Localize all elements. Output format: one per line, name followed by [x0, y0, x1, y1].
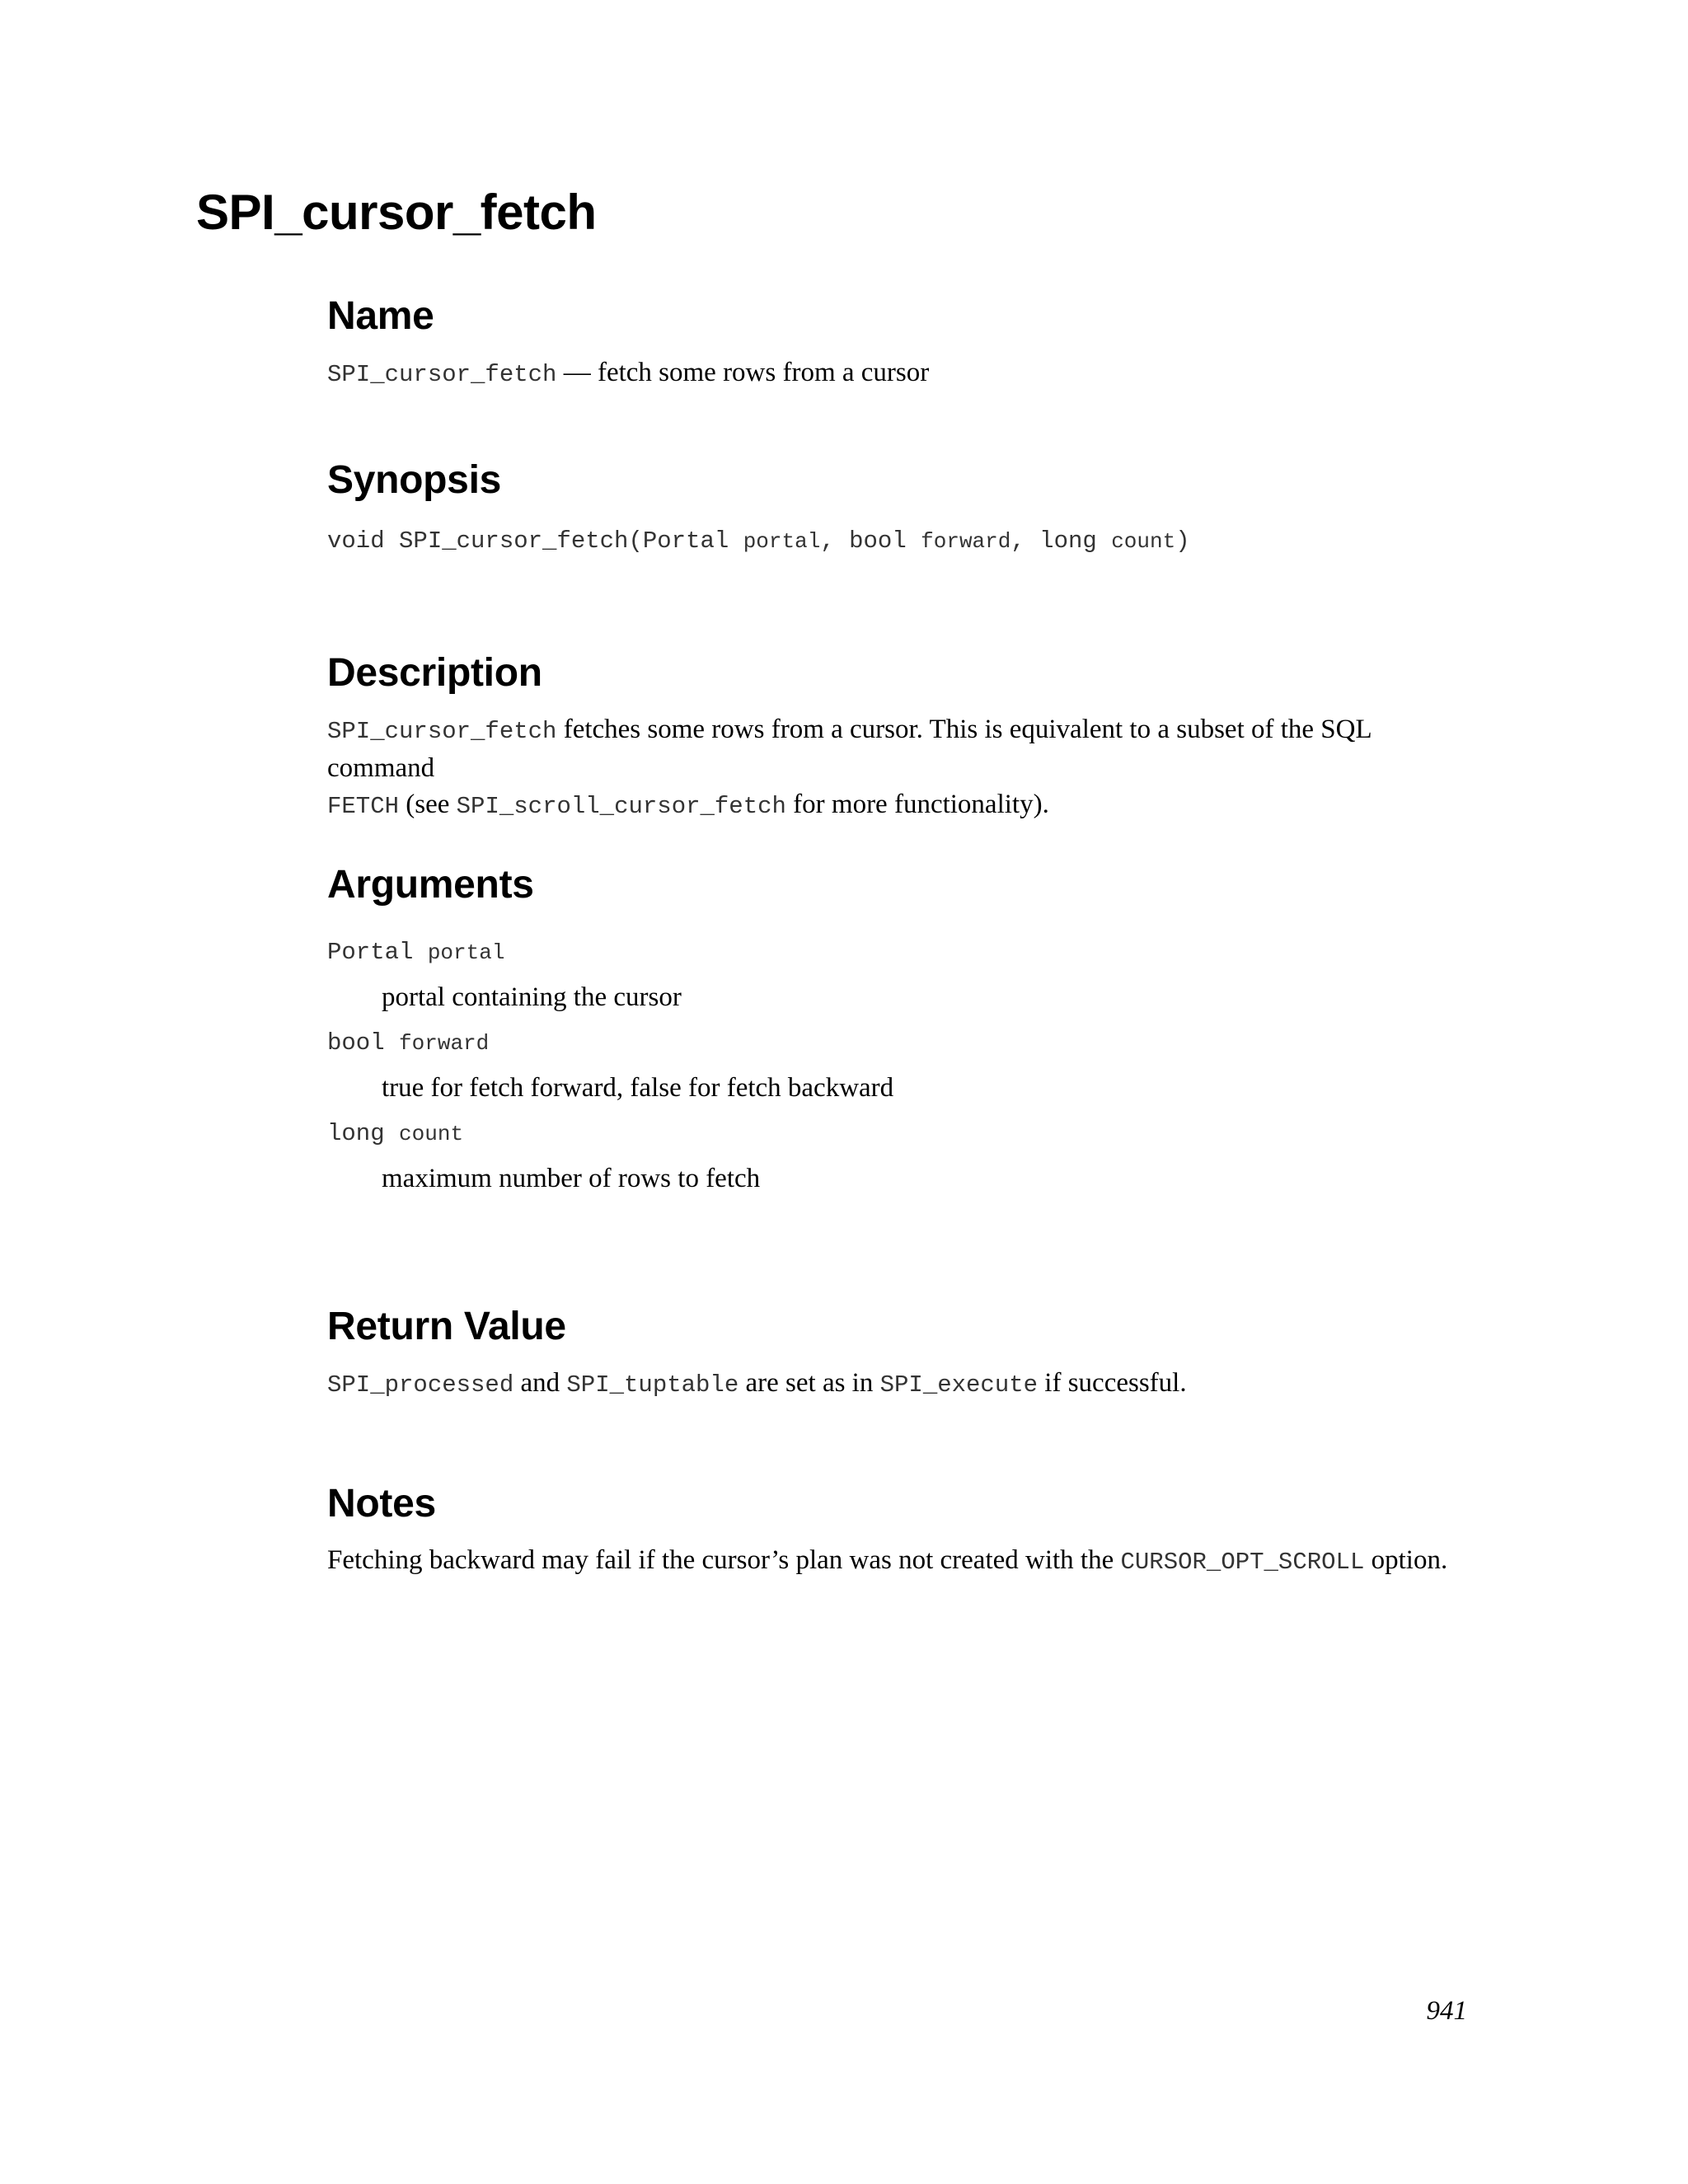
description-cmd: FETCH: [327, 793, 400, 820]
arg-desc-portal: portal containing the cursor: [382, 982, 682, 1012]
notes-text: [327, 1542, 1481, 1581]
notes-heading: Notes: [327, 1482, 436, 1526]
arg-type: bool: [327, 1029, 385, 1057]
return-heading: Return Value: [327, 1305, 566, 1348]
notes-opt: CURSOR_OPT_SCROLL: [1120, 1549, 1365, 1576]
return-text: [327, 1365, 1481, 1404]
notes-section: [327, 1478, 1481, 1581]
synopsis-code: [327, 525, 1481, 558]
synopsis-param-portal: portal: [743, 529, 821, 554]
return-t1: and: [513, 1368, 567, 1398]
arg-desc-forward: true for fetch forward, false for fetch backward: [382, 1073, 894, 1103]
description-func: SPI_cursor_fetch: [327, 718, 557, 745]
synopsis-prefix: void SPI_cursor_fetch(Portal: [327, 527, 743, 555]
synopsis-heading: Synopsis: [327, 458, 501, 502]
description-heading: Description: [327, 651, 542, 695]
notes-text-1: Fetching backward may fail if the cursor’s plan was not created with the: [327, 1545, 1121, 1575]
arg-param: count: [399, 1122, 464, 1146]
arg-term-count: [327, 1118, 1481, 1151]
name-heading: Name: [327, 294, 434, 338]
arg-term-forward: [327, 1027, 1481, 1060]
page-title: SPI_cursor_fetch: [196, 185, 597, 240]
arg-term-portal: [327, 936, 1481, 969]
description-text-1: fetches some rows from a cursor. This is equivalent to a subset of the SQL command: [327, 715, 1372, 783]
page-number: 941: [1426, 1996, 1467, 2026]
return-v1: SPI_processed: [327, 1371, 514, 1399]
arguments-heading: Arguments: [327, 863, 534, 907]
description-text: [327, 711, 1481, 825]
return-t2: are set as in: [738, 1368, 880, 1398]
description-text-2: (see: [399, 790, 457, 819]
arg-desc-count: maximum number of rows to fetch: [382, 1164, 761, 1193]
description-text-3: for more functionality).: [785, 790, 1049, 819]
arg-param: portal: [427, 940, 505, 965]
arg-param: forward: [399, 1031, 490, 1056]
notes-text-2: option.: [1364, 1545, 1448, 1575]
return-section: [327, 1301, 1481, 1404]
name-text: [327, 354, 1481, 393]
synopsis-sep2: , long: [1010, 527, 1112, 555]
synopsis-param-count: count: [1111, 529, 1176, 554]
name-func: SPI_cursor_fetch: [327, 361, 557, 388]
synopsis-section: [327, 454, 1481, 558]
description-section: [327, 647, 1481, 825]
name-desc: — fetch some rows from a cursor: [556, 358, 930, 387]
description-ref: SPI_scroll_cursor_fetch: [456, 793, 786, 820]
synopsis-sep1: , bool: [820, 527, 921, 555]
arg-type: long: [327, 1120, 385, 1147]
arg-type: Portal: [327, 939, 414, 966]
return-t3: if successful.: [1038, 1368, 1187, 1398]
arguments-list: [327, 936, 1481, 1197]
return-v3: SPI_execute: [879, 1371, 1039, 1399]
synopsis-param-forward: forward: [921, 529, 1011, 554]
return-v2: SPI_tuptable: [566, 1371, 739, 1399]
arguments-section: [327, 859, 1481, 1197]
name-section: [327, 290, 1481, 393]
synopsis-suffix: ): [1175, 527, 1190, 555]
